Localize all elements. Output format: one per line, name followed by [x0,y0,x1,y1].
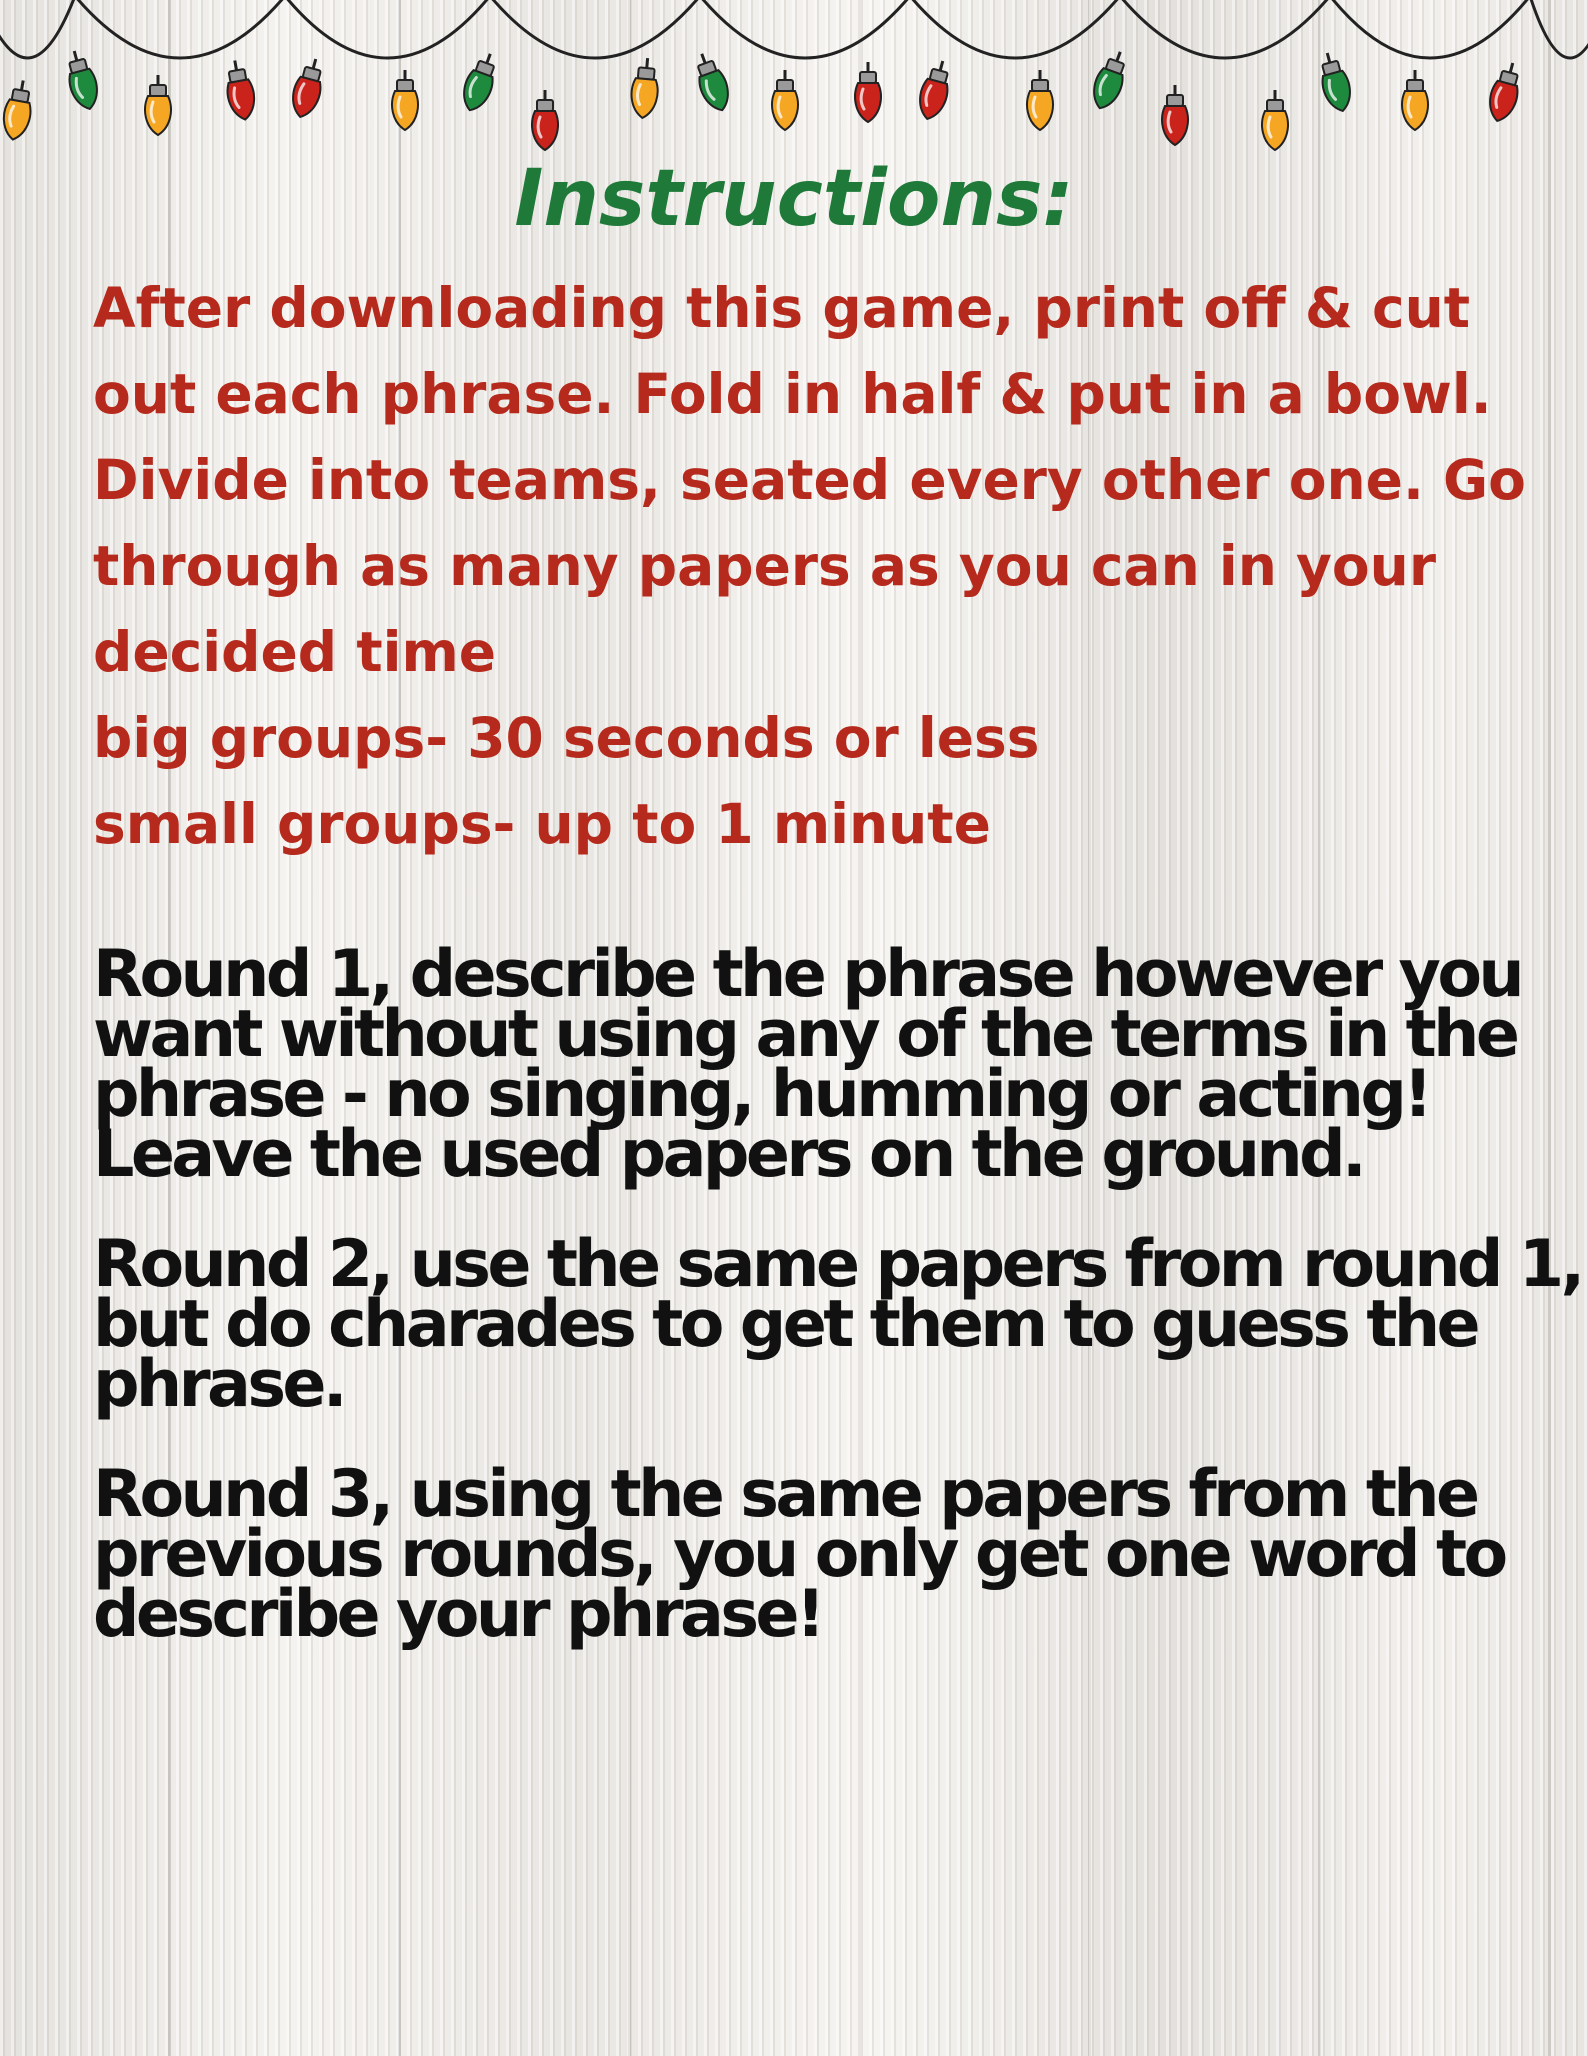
round-line: Round 1, describe the phrase however you [93,937,1522,1012]
intro-line: out each phrase. Fold in half & put in a bowl. [93,362,1492,426]
page-title: Instructions: [514,154,1074,244]
intro-line: After downloading this game, print off & cut [93,276,1471,340]
intro-line: through as many papers as you can in your [93,534,1436,598]
round-2-instructions [93,1227,1582,1422]
round-line: previous rounds, you only get one word to [93,1517,1505,1592]
round-1-instructions [93,937,1563,1192]
round-line: Round 3, using the same papers from the [93,1457,1477,1532]
round-line: describe your phrase! [93,1577,822,1652]
round-3-instructions [93,1457,1563,1652]
round-line: Leave the used papers on the ground. [93,1117,1364,1192]
rounds-section [93,937,1582,1695]
intro-line: decided time [93,620,497,684]
intro-line: small groups- up to 1 minute [93,792,991,856]
intro-instructions [93,265,1553,867]
intro-line: Divide into teams, seated every other one. Go [93,448,1526,512]
round-line: Round 2, use the same papers from round 1, [93,1227,1582,1302]
round-line: phrase. [93,1347,344,1422]
round-line: phrase - no singing, humming or acting! [93,1057,1430,1132]
round-line: but do charades to get them to guess the [93,1287,1477,1362]
round-line: want without using any of the terms in the [93,997,1517,1072]
intro-line: big groups- 30 seconds or less [93,706,1040,770]
